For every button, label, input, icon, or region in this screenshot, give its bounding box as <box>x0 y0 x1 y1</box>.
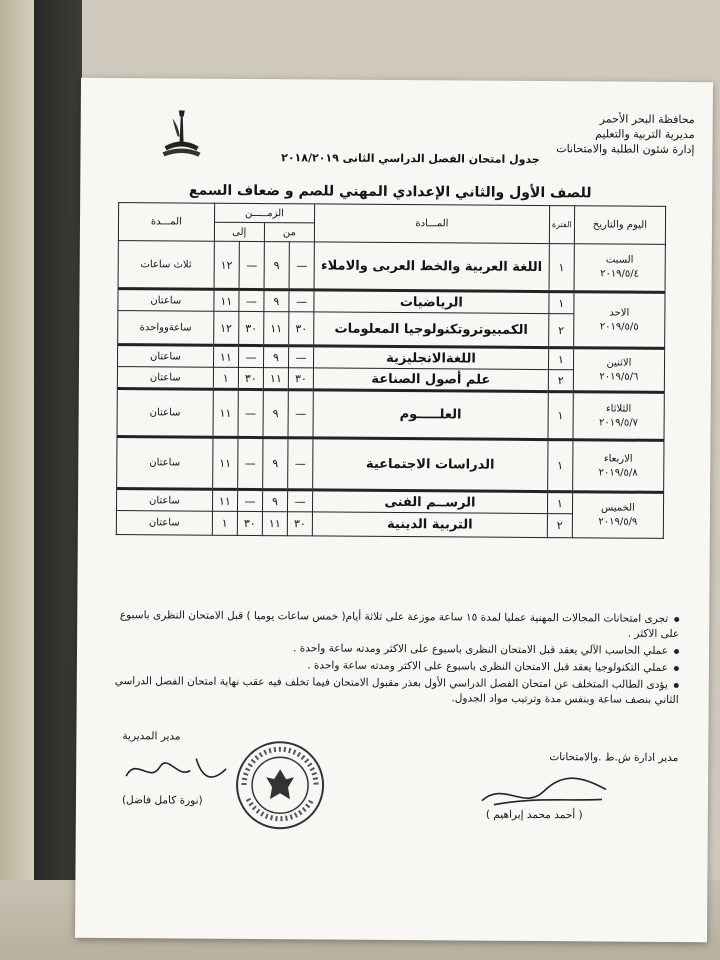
bullet-icon <box>674 616 679 621</box>
duration-cell: ساعتان <box>118 289 214 312</box>
period-cell: ١ <box>548 392 573 440</box>
to-hour-cell: ١١ <box>213 345 238 367</box>
period-cell: ٢ <box>548 314 573 348</box>
document-header <box>494 111 694 157</box>
bullet-icon <box>674 682 679 687</box>
period-cell: ١ <box>547 440 572 492</box>
duration-cell: ساعتان <box>116 489 212 512</box>
to-minute-cell: ٣٠ <box>237 511 262 535</box>
note-item: عملي الحاسب الآلي يعقد قبل الامتحان النظرى باسبوع على الاكثر ومدته ساعة واحدة . <box>107 640 679 659</box>
duration-cell: ساعتان <box>117 437 213 490</box>
header-to: إلى <box>214 222 264 241</box>
note-item: يؤدى الطالب المتخلف عن امتحان الفصل الدراسي الأول بعذر مقبول الامتحان فيما تخلف فيه عقب نهاية امتحان الفصل الدراسي الثاني بنصف ساعة وبنفس مدة وترتيب مواد الجدول. <box>114 675 679 706</box>
to-minute-cell: — <box>237 489 262 511</box>
to-minute-cell: ٣٠ <box>238 367 263 389</box>
note-item: عملي التكنولوجيا يعقد قبل الامتحان النظرى باسبوع على الاكثر ومدته ساعة واحدة . <box>107 657 679 676</box>
from-minute-cell: — <box>287 490 312 512</box>
header-period: الفترة <box>549 206 574 244</box>
bullet-icon <box>674 648 679 653</box>
background-desk-edge <box>34 0 82 960</box>
to-hour-cell: ١١ <box>212 489 237 511</box>
header-duration: المـــدة <box>118 203 214 242</box>
period-cell: ١ <box>549 244 574 292</box>
from-hour-cell: ١١ <box>264 312 289 346</box>
subject-cell: علم أصول الصناعة <box>313 368 548 392</box>
from-hour-cell: ٩ <box>263 438 288 490</box>
subject-cell: اللغةالانجليزية <box>314 346 549 370</box>
day-cell: الاحد ٢٠١٩/٥/٥ <box>573 292 665 349</box>
from-hour-cell: ٩ <box>264 290 289 312</box>
day-cell: الاربعاء ٢٠١٩/٥/٨ <box>572 440 664 493</box>
to-minute-cell: — <box>238 345 263 367</box>
subject-cell: الدراسات الاجتماعية <box>313 438 548 492</box>
notes-section <box>107 608 680 710</box>
from-minute-cell: — <box>289 290 314 312</box>
from-minute-cell: ٣٠ <box>287 512 312 536</box>
to-hour-cell: ١١ <box>212 437 237 489</box>
from-hour-cell: ٩ <box>262 490 287 512</box>
header-time: الزمـــــن <box>214 203 314 223</box>
document-page <box>75 78 713 942</box>
from-hour-cell: ١١ <box>262 512 287 536</box>
to-minute-cell: — <box>239 241 264 289</box>
table-row <box>117 437 664 493</box>
to-hour-cell: ١٢ <box>214 241 239 289</box>
to-minute-cell: ٣٠ <box>239 311 264 345</box>
from-minute-cell: — <box>288 438 313 490</box>
from-minute-cell: — <box>288 346 313 368</box>
table-header-row <box>119 203 666 226</box>
day-cell: الخميس ٢٠١٩/٥/٩ <box>572 492 663 539</box>
header-directorate: مديرية التربية والتعليم <box>595 127 695 142</box>
subject-cell: الرياضيات <box>314 290 549 314</box>
header-governorate: محافظة البحر الأحمر <box>599 112 695 127</box>
period-cell: ١ <box>547 492 572 514</box>
table-row <box>117 389 664 441</box>
header-day-date: اليوم والتاريخ <box>574 206 665 245</box>
duration-cell: ساعتان <box>117 345 213 368</box>
to-minute-cell: — <box>239 289 264 311</box>
subject-cell: العلـــــوم <box>313 390 548 440</box>
duration-cell: ساعةوواحدة <box>118 311 214 346</box>
from-hour-cell: ٩ <box>264 242 289 290</box>
bullet-icon <box>674 665 679 670</box>
to-hour-cell: ١ <box>213 367 238 389</box>
day-cell: السبت ٢٠١٩/٥/٤ <box>574 244 665 293</box>
department-director-title: مدير ادارة ش.ط .والامتحانات <box>549 751 679 764</box>
ministry-logo-icon <box>158 106 204 162</box>
duration-cell: ساعتان <box>117 389 213 438</box>
department-director-name: ( أحمد محمد إبراهيم ) <box>485 808 583 822</box>
table-row <box>118 241 665 293</box>
from-hour-cell: ١١ <box>263 368 288 390</box>
period-cell: ٢ <box>548 370 573 392</box>
from-minute-cell: — <box>288 390 313 438</box>
duration-cell: ثلاث ساعات <box>118 241 214 290</box>
official-seal-icon <box>234 739 327 832</box>
from-minute-cell: — <box>289 242 314 290</box>
schedule-title: للصف الأول والثاني الإعدادي المهني للصم و ضعاف السمع <box>188 182 592 202</box>
background-wall <box>0 0 34 960</box>
header-from: من <box>264 223 314 242</box>
to-hour-cell: ١١ <box>214 289 239 311</box>
from-hour-cell: ٩ <box>263 390 288 438</box>
duration-cell: ساعتان <box>117 367 213 390</box>
to-minute-cell: — <box>237 437 262 489</box>
to-minute-cell: — <box>238 389 263 437</box>
directorate-director-signature-icon <box>116 748 236 793</box>
from-hour-cell: ٩ <box>263 346 288 368</box>
subject-cell: التربية الدينية <box>312 512 547 538</box>
day-cell: الاثنين ٢٠١٩/٥/٦ <box>573 348 664 393</box>
to-hour-cell: ١٢ <box>213 311 238 345</box>
schedule-subtitle: جدول امتحان الفصل الدراسي الثانى ٢٠١٨/٢٠١٩ <box>281 151 540 167</box>
from-minute-cell: ٣٠ <box>288 368 313 390</box>
directorate-director-name: (نورة كامل فاضل) <box>121 794 203 807</box>
to-hour-cell: ١١ <box>213 389 238 437</box>
period-cell: ١ <box>549 292 574 314</box>
subject-cell: الرســم الفنى <box>313 490 548 514</box>
duration-cell: ساعتان <box>116 511 212 536</box>
subject-cell: اللغة العربية والخط العربى والاملاء <box>314 242 549 292</box>
directorate-director-title: مدير المديرية <box>122 730 181 743</box>
exam-schedule-table <box>116 202 666 539</box>
day-cell: الثلاثاء ٢٠١٩/٥/٧ <box>573 392 664 441</box>
period-cell: ٢ <box>547 514 572 538</box>
from-minute-cell: ٣٠ <box>289 312 314 346</box>
header-subject: المـــادة <box>314 204 549 244</box>
period-cell: ١ <box>548 348 573 370</box>
note-item: تجرى امتحانات المجالات المهنية عمليا لمدة ١٥ ساعة موزعة على ثلاثة أيام( خمس ساعات يوميا ) قبل الامتحان النظرى باسبوع على الاكثر . <box>119 609 680 640</box>
header-department: إدارة شئون الطلبة والامتحانات <box>556 142 695 157</box>
subject-cell: الكمبيوتروتكنولوجيا المعلومات <box>314 312 549 348</box>
to-hour-cell: ١ <box>212 511 237 535</box>
